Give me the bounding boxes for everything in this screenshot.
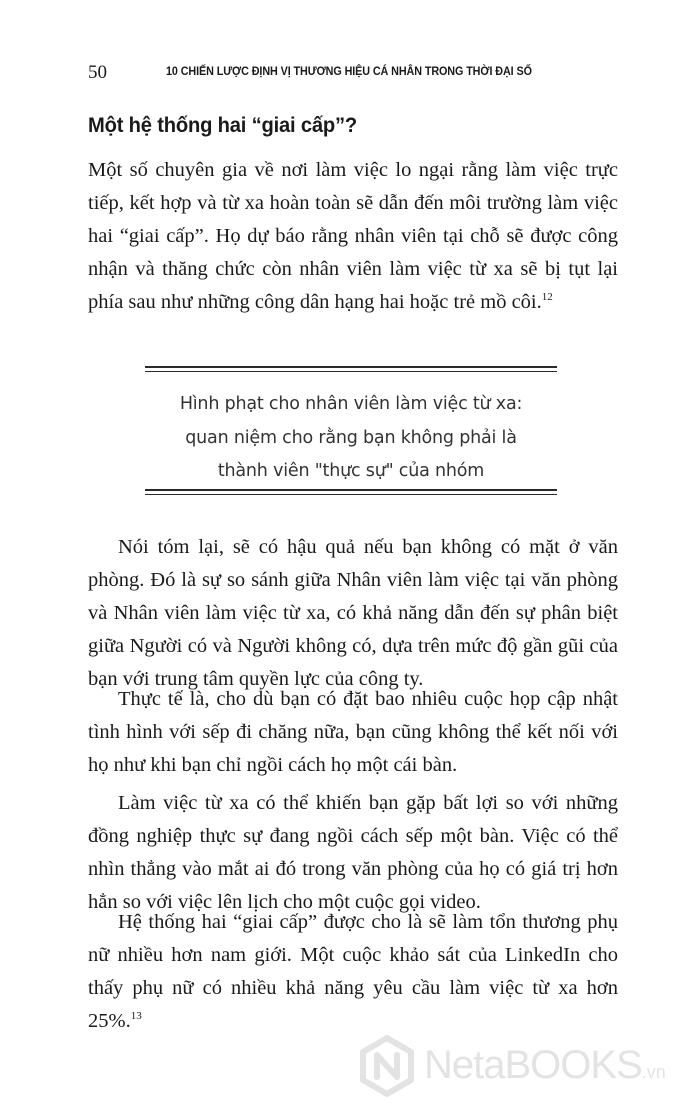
pull-quote-line-1: Hình phạt cho nhân viên làm việc từ xa: bbox=[179, 394, 523, 414]
paragraph-2: Nói tóm lại, sẽ có hậu quả nếu bạn không có mặt ở văn phòng. Đó là sự so sánh giữa Nhân viên làm việc tại văn phòng và Nhân viên làm việc từ xa, có khả năng dẫn đến sự phân biệt giữa Người có và Người không có, dựa trên mức độ gần gũi của bạn với trung tâm quyền lực của công ty. bbox=[88, 536, 618, 690]
netabooks-watermark bbox=[356, 1031, 686, 1103]
section-heading: Một hệ thống hai “giai cấp”? bbox=[88, 114, 358, 137]
pull-quote-top-rule bbox=[145, 366, 557, 368]
paragraph-3: Thực tế là, cho dù bạn có đặt bao nhiêu cuộc họp cập nhật tình hình với sếp đi chăng nữa, bạn cũng không thể kết nối với họ như khi bạn chỉ ngồi cách họ một cái bàn. bbox=[88, 688, 618, 776]
paragraph-1-text: Một số chuyên gia về nơi làm việc lo ngại rằng làm việc trực tiếp, kết hợp và từ xa hoàn toàn sẽ dẫn đến môi trường làm việc hai “giai cấp”. Họ dự báo rằng nhân viên tại chỗ sẽ được công nhận và thăng chức còn nhân viên làm việc từ xa sẽ bị tụt lại phía sau như những công dân hạng hai hoặc trẻ mồ côi. bbox=[88, 159, 618, 313]
running-head bbox=[88, 62, 608, 86]
pull-quote-line-2: quan niệm cho rằng bạn không phải là bbox=[185, 427, 517, 448]
watermark-brand: NetaBOOKS bbox=[424, 1043, 642, 1087]
paragraph-5-text: Hệ thống hai “giai cấp” được cho là sẽ làm tổn thương phụ nữ nhiều hơn nam giới. Một cuộc khảo sát của LinkedIn cho thấy phụ nữ có nhiều khả năng yêu cầu làm việc từ xa hơn 25%. bbox=[88, 911, 618, 1032]
paragraph-5 bbox=[88, 906, 618, 1038]
watermark-text bbox=[424, 1043, 666, 1088]
watermark-suffix: .vn bbox=[641, 1062, 666, 1082]
pull-quote-bottom-rule bbox=[145, 489, 557, 491]
paragraph-4: Làm việc từ xa có thể khiến bạn gặp bất lợi so với những đồng nghiệp thực sự đang ngồi cách sếp một bàn. Việc có thể nhìn thẳng vào mắt ai đó trong văn phòng của họ có giá trị hơn hẳn so với việc lên lịch cho một cuộc gọi video. bbox=[88, 792, 618, 913]
pull-quote bbox=[145, 388, 557, 489]
netabooks-logo-icon bbox=[356, 1035, 418, 1097]
footnote-ref-13: 13 bbox=[130, 1010, 142, 1023]
running-title: 10 CHIẾN LƯỢC ĐỊNH VỊ THƯƠNG HIỆU CÁ NHÂN TRONG THỜI ĐẠI SỐ bbox=[166, 65, 532, 78]
pull-quote-line-3: thành viên "thực sự" của nhóm bbox=[217, 461, 485, 481]
page-number: 50 bbox=[88, 62, 107, 83]
footnote-ref-12: 12 bbox=[541, 291, 553, 304]
paragraph-1 bbox=[88, 154, 618, 319]
